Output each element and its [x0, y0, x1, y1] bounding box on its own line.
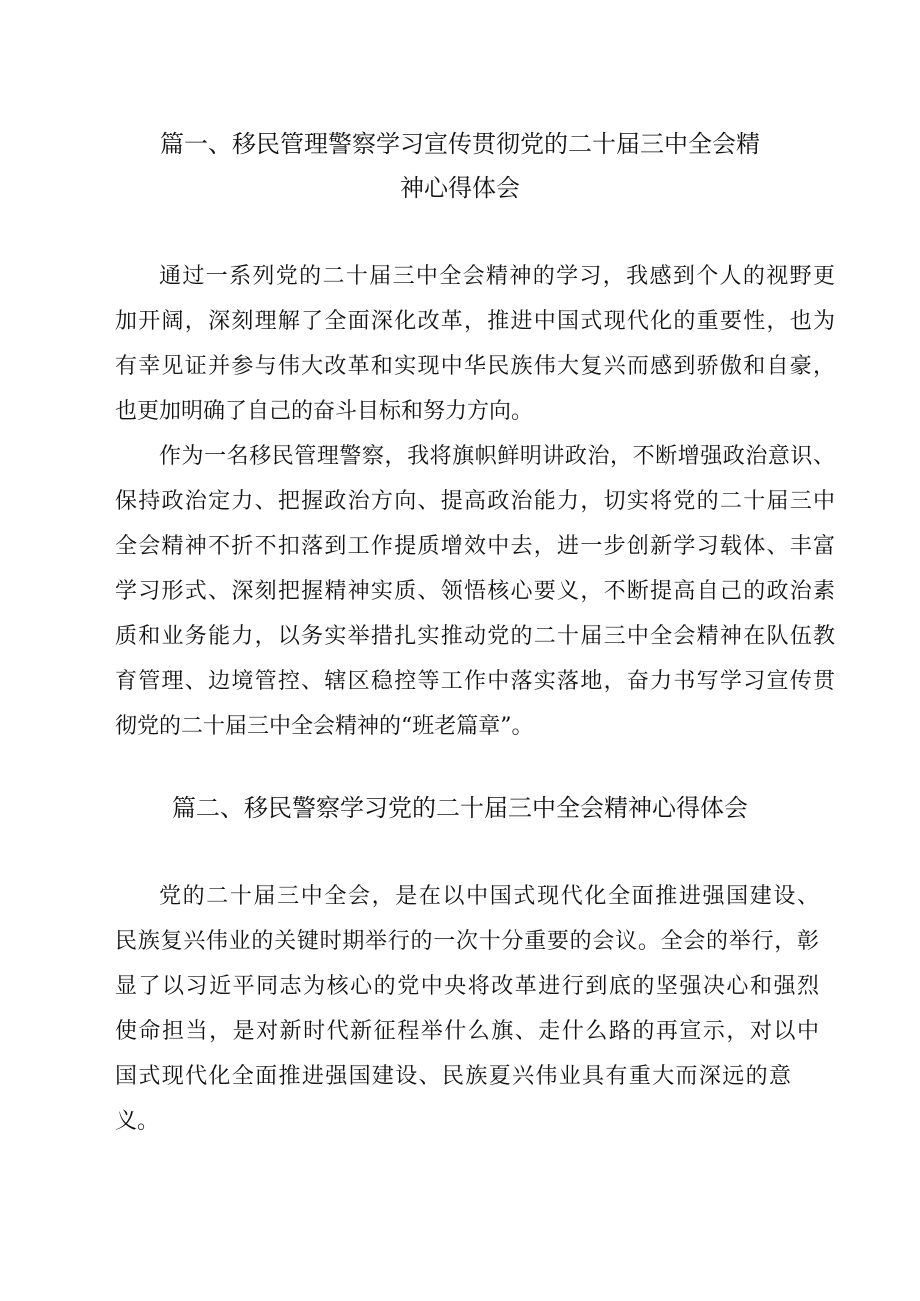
s1-p2-line-5: 质和业务能力，以务实举措扎实推动党的二十届三中全会精神在队伍教 [115, 624, 835, 649]
s2-p1-line-1: 党的二十届三中全会，是在以中国式现代化全面推进强国建设、 [159, 884, 819, 909]
section-1-title-line-2: 神心得体会 [400, 174, 520, 202]
s1-p2-line-7: 彻党的二十届三中全会精神的“班老篇章”。 [115, 714, 534, 739]
s2-p1-line-2: 民族复兴伟业的关键时期举行的一次十分重要的会议。全会的举行，彰 [115, 929, 819, 954]
s2-p1-line-5: 国式现代化全面推进强国建设、民族夏兴伟业具有重大而深远的意 [115, 1064, 791, 1089]
s1-p2-line-4: 学习形式、深刻把握精神实质、领悟核心要义，不断提高自己的政治素 [115, 579, 835, 604]
s1-p2-line-1: 作为一名移民管理警察，我将旗帜鲜明讲政治，不断增强政治意识、 [159, 444, 835, 469]
s1-p2-line-2: 保持政治定力、把握政治方向、提高政治能力，切实将党的二十届三中 [115, 489, 835, 514]
s1-p2-line-3: 全会精神不折不扣落到工作提质增效中去，进一步创新学习载体、丰富 [115, 534, 835, 559]
section-1-title-line-1: 篇一、移民管理警察学习宣传贯彻党的二十届三中全会精 [160, 130, 760, 158]
s1-p1-line-1: 通过一系列党的二十届三中全会精神的学习，我感到个人的视野更 [159, 264, 835, 289]
section-1-title [110, 122, 810, 210]
s2-p1-line-4: 使命担当，是对新时代新征程举什么旗、走什么路的再宣示，对以中 [115, 1019, 819, 1044]
s1-p2-line-6: 育管理、边境管控、辖区稳控等工作中落实落地，奋力书写学习宣传贯 [115, 669, 835, 694]
s1-p1-line-2: 加开阔，深刻理解了全面深化改革，推进中国式现代化的重要性，也为 [115, 309, 835, 334]
s1-p1-line-3: 有幸见证并参与伟大改革和实现中华民族伟大复兴而感到骄傲和自豪， [115, 354, 835, 379]
s2-p1-line-3: 显了以习近平同志为核心的党中央将改革进行到底的坚强决心和强烈 [115, 974, 819, 999]
s2-p1-line-6: 义。 [115, 1109, 160, 1134]
section-2-title: 篇二、移民警察学习党的二十届三中全会精神心得体会 [172, 794, 748, 822]
s1-p1-line-4: 也更加明确了自己的奋斗目标和努力方向。 [115, 399, 534, 424]
